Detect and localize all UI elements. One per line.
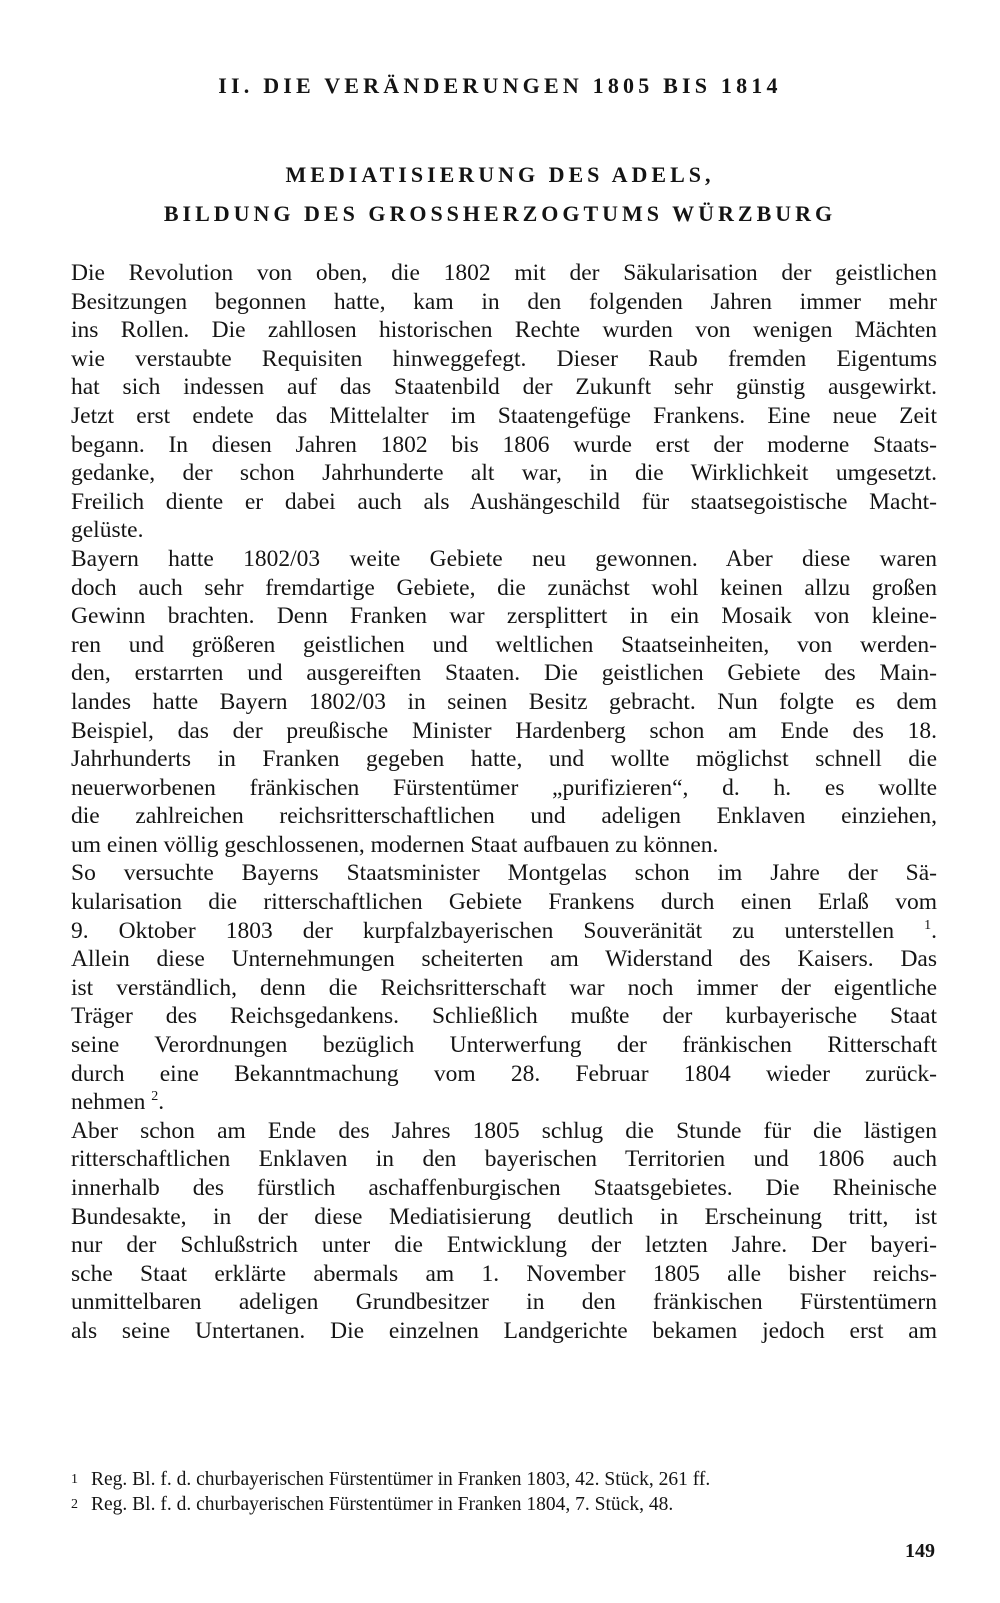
- text-line: Bundesakte, in der diese Mediatisierung deutlich in Erscheinung tritt, ist: [71, 1203, 937, 1230]
- text-line: als seine Untertanen. Die einzelnen Landgerichte bekamen jedoch erst am: [71, 1317, 937, 1344]
- text-line: gedanke, der schon Jahrhunderte alt war, in die Wirklichkeit umgesetzt.: [71, 460, 937, 487]
- text-line: Bayern hatte 1802/03 weite Gebiete neu gewonnen. Aber diese waren: [71, 545, 937, 572]
- text-line: doch auch sehr fremdartige Gebiete, die zunächst wohl keinen allzu großen: [71, 574, 937, 601]
- section-title: [0, 155, 1000, 233]
- text-line: sche Staat erklärte abermals am 1. November 1805 alle bisher reichs-: [71, 1260, 937, 1287]
- text-line: kularisation die ritterschaftlichen Gebiete Frankens durch einen Erlaß vom: [71, 889, 937, 916]
- section-title-line-2: BILDUNG DES GROSSHERZOGTUMS WÜRZBURG: [163, 201, 837, 226]
- text-line: unmittelbaren adeligen Grundbesitzer in den fränkischen Fürstentümern: [71, 1289, 937, 1316]
- text-line: Gewinn brachten. Denn Franken war zersplittert in ein Mosaik von kleine-: [71, 603, 937, 630]
- text-line: durch eine Bekanntmachung vom 28. Februar 1804 wieder zurück-: [71, 1060, 937, 1087]
- section-title-line-1: MEDIATISIERUNG DES ADELS,: [285, 162, 715, 187]
- text-line: gelüste.: [71, 517, 144, 544]
- text-line-content: nehmen: [71, 1089, 146, 1116]
- text-line: neuerworbenen fränkischen Fürstentümer „purifizieren“, d. h. es wollte: [71, 774, 937, 801]
- text-line: den, erstarrten und ausgereiften Staaten. Die geistlichen Gebiete des Main-: [71, 660, 937, 687]
- text-line-content: 9. Oktober 1803 der kurpfalzbayerischen Souveränität zu unterstellen: [71, 917, 895, 944]
- text-line: um einen völlig geschlossenen, modernen Staat aufbauen zu können.: [71, 831, 719, 858]
- text-line: seine Verordnungen bezüglich Unterwerfung der fränkischen Ritterschaft: [71, 1032, 937, 1059]
- footnote-text: Reg. Bl. f. d. churbayerischen Fürstentümer in Franken 1804, 7. Stück, 48.: [91, 1494, 674, 1515]
- text-line: hat sich indessen auf das Staatenbild der Zukunft sehr günstig ausgewirkt.: [71, 374, 937, 401]
- text-line: ren und größeren geistlichen und weltlichen Staatseinheiten, von werden-: [71, 631, 937, 658]
- text-line: Aber schon am Ende des Jahres 1805 schlug die Stunde für die lästigen: [71, 1117, 937, 1144]
- chapter-title: II. DIE VERÄNDERUNGEN 1805 BIS 1814: [218, 73, 782, 98]
- text-line: Jetzt erst endete das Mittelalter im Staatengefüge Frankens. Eine neue Zeit: [71, 402, 937, 429]
- text-line-with-footnote: nehmen $^2$.: [71, 1089, 165, 1116]
- text-line: Besitzungen begonnen hatte, kam in den folgenden Jahren immer mehr: [71, 288, 937, 315]
- footnote-reference[interactable]: 2: [151, 1089, 159, 1105]
- text-line-with-footnote: 9. Oktober 1803 der kurpfalzbayerischen Souveränität zu unterstellen $^1$.: [71, 917, 938, 944]
- footnote-reference[interactable]: 1: [924, 917, 932, 933]
- text-line: ist verständlich, denn die Reichsritterschaft war noch immer der eigentliche: [71, 974, 937, 1001]
- body-text: [71, 259, 937, 1346]
- text-line: wie verstaubte Requisiten hinweggefegt. Dieser Raub fremden Eigentums: [71, 345, 937, 372]
- text-line: die zahlreichen reichsritterschaftlichen und adeligen Enklaven einziehen,: [71, 803, 937, 830]
- text-line: innerhalb des fürstlich aschaffenburgischen Staatsgebietes. Die Rheinische: [71, 1175, 937, 1201]
- text-line: Die Revolution von oben, die 1802 mit der Säkularisation der geistlichen: [71, 260, 937, 286]
- text-line: Allein diese Unternehmungen scheiterten am Widerstand des Kaisers. Das: [71, 946, 937, 973]
- footnote: [71, 1467, 937, 1492]
- text-line: So versuchte Bayerns Staatsminister Montgelas schon im Jahre der Sä-: [71, 860, 937, 887]
- footnote-mark: 2: [71, 1497, 78, 1512]
- text-line: Träger des Reichsgedankens. Schließlich mußte der kurbayerische Staat: [71, 1003, 937, 1030]
- text-line: ritterschaftlichen Enklaven in den bayerischen Territorien und 1806 auch: [71, 1146, 937, 1173]
- footnote: [71, 1492, 937, 1517]
- footnotes: [71, 1467, 937, 1517]
- text-line: ins Rollen. Die zahllosen historischen Rechte wurden von wenigen Mächten: [71, 317, 937, 344]
- text-line: Beispiel, das der preußische Minister Hardenberg schon am Ende des 18.: [71, 717, 937, 744]
- text-line: landes hatte Bayern 1802/03 in seinen Besitz gebracht. Nun folgte es dem: [71, 688, 937, 715]
- text-line: begann. In diesen Jahren 1802 bis 1806 wurde erst der moderne Staats-: [71, 431, 937, 458]
- text-line: Jahrhunderts in Franken gegeben hatte, und wollte möglichst schnell die: [71, 746, 937, 773]
- text-line: nur der Schlußstrich unter die Entwicklung der letzten Jahre. Der bayeri-: [71, 1232, 937, 1259]
- footnote-text: Reg. Bl. f. d. churbayerischen Fürstentümer in Franken 1803, 42. Stück, 261 ff.: [91, 1469, 711, 1490]
- footnote-mark: 1: [71, 1472, 78, 1487]
- page-number: 149: [905, 1540, 935, 1562]
- text-line: Freilich diente er dabei auch als Aushängeschild für staatsegoistische Macht-: [71, 488, 937, 515]
